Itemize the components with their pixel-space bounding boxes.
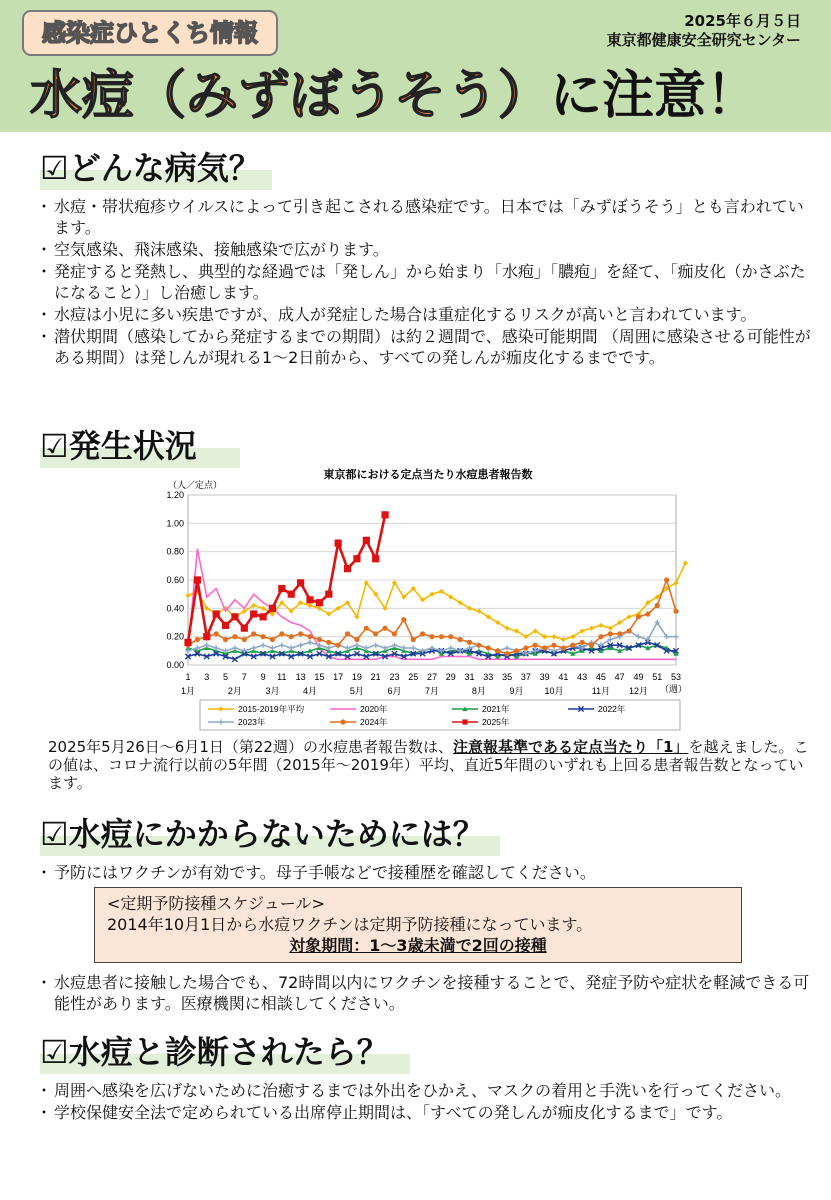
varicella-chart	[148, 462, 688, 732]
data-point	[344, 565, 351, 572]
data-point	[297, 579, 304, 586]
data-point	[373, 631, 378, 636]
x-month-label: 10月	[544, 686, 564, 696]
data-point	[523, 645, 528, 650]
main-title	[30, 64, 758, 128]
section-title-disease: ☑どんな病気？	[40, 146, 261, 190]
y-tick-label: 0.60	[166, 575, 184, 585]
data-point	[250, 610, 257, 617]
data-point	[354, 637, 359, 642]
data-point	[664, 577, 669, 582]
x-month-label: 2月	[227, 686, 242, 696]
x-month-label: 11月	[591, 686, 611, 696]
data-point	[589, 643, 594, 648]
data-point	[241, 625, 248, 632]
x-tick-label: 49	[633, 672, 644, 682]
x-month-label: 7月	[424, 686, 440, 696]
x-tick-label: 21	[370, 672, 381, 682]
x-tick-label: 9	[260, 672, 266, 682]
data-point	[381, 511, 388, 518]
date-block	[607, 12, 801, 50]
x-month-label: 4月	[302, 686, 318, 696]
data-point	[336, 643, 341, 648]
data-point	[214, 631, 219, 636]
data-point	[298, 631, 303, 636]
x-tick-label: 1	[185, 672, 191, 682]
x-month-label: 8月	[471, 686, 486, 696]
info-badge: 感染症ひとくち情報	[22, 10, 278, 56]
list-item: ・ 予防にはワクチンが有効です。母子手帳などで接種歴を確認してください。	[36, 862, 816, 883]
main-title-warning: に注意！	[550, 66, 759, 126]
data-point	[270, 637, 275, 642]
data-point	[542, 645, 547, 650]
data-point	[363, 537, 370, 544]
x-tick-label: 3	[204, 672, 210, 682]
x-month-label: 6月	[387, 686, 402, 696]
legend-label: 2023年	[238, 717, 266, 727]
data-point	[288, 591, 295, 598]
data-point	[289, 634, 294, 639]
chart-x-axis-label: （週）	[660, 684, 688, 694]
data-point	[232, 634, 237, 639]
data-point	[411, 637, 416, 642]
data-point	[251, 631, 256, 636]
section-title-diagnosed: ☑水痘と診断されたら？	[40, 1030, 389, 1074]
list-item: ・ 周囲へ感染を広げないために治癒するまでは外出をひかえ、マスクの着用と手洗いを行ってください。	[36, 1080, 816, 1101]
y-tick-label: 1.00	[166, 518, 184, 529]
legend-label: 2021年	[482, 704, 510, 714]
x-tick-label: 29	[445, 672, 456, 682]
x-tick-label: 41	[558, 672, 569, 682]
data-point	[420, 631, 425, 636]
prevention-bullet-2	[36, 972, 816, 1015]
data-point	[533, 643, 538, 648]
data-point	[223, 637, 228, 642]
issue-date: 2025年６月５日	[684, 12, 801, 30]
schedule-target: 対象期間：1～3歳未満で2回の接種	[289, 936, 547, 955]
x-tick-label: 11	[277, 672, 287, 682]
data-point	[476, 643, 481, 648]
x-month-label: 1月	[180, 686, 196, 696]
data-point	[317, 637, 322, 642]
data-point	[335, 540, 342, 547]
x-tick-label: 5	[223, 672, 229, 682]
y-tick-label: 0.40	[166, 603, 184, 614]
data-point	[462, 719, 467, 724]
x-tick-label: 19	[351, 672, 362, 682]
x-tick-label: 43	[577, 672, 588, 682]
y-tick-label: 1.20	[166, 490, 184, 500]
legend-label: 2025年	[482, 717, 510, 727]
data-point	[340, 719, 345, 724]
data-point	[467, 640, 472, 645]
list-item: ・ 学校保健安全法で定められている出席停止期間は、「すべての発しんが痂皮化するまで」です。	[36, 1102, 816, 1123]
organization-name: 東京都健康安全研究センター	[606, 31, 801, 49]
data-point	[372, 555, 379, 562]
data-point	[561, 645, 566, 650]
x-month-label: 5月	[349, 686, 364, 696]
x-tick-label: 51	[652, 672, 663, 682]
main-title-disease: 水痘（みずぼうそう）	[30, 66, 551, 126]
list-item: ・ 水痘・帯状疱疹ウイルスによって引き起こされる感染症です。日本では「みずぼうそう」とも言われています。	[36, 196, 816, 238]
list-item: ・ 潜伏期間（感染してから発症するまでの期間）は約２週間で、感染可能期間 （周囲に感染させる可能性がある期間）は発しんが現れる1～2日前から、すべての発しんが痂皮化するまでです。	[36, 326, 816, 368]
data-point	[495, 648, 500, 653]
list-item: ・ 水痘患者に接触した場合でも、72時間以内にワクチンを接種することで、発症予防や症状を軽減できる可能性があります。医療機関に相談してください。	[36, 972, 816, 1014]
data-point	[504, 651, 509, 656]
chart-svg	[148, 462, 688, 732]
data-point	[617, 631, 622, 636]
data-point	[242, 637, 247, 642]
data-point	[683, 560, 688, 565]
x-tick-label: 39	[539, 672, 550, 682]
x-tick-label: 23	[389, 672, 400, 682]
data-point	[486, 645, 491, 650]
data-point	[222, 622, 229, 629]
disease-bullet-list	[36, 196, 816, 369]
x-tick-label: 13	[295, 672, 306, 682]
data-point	[598, 634, 603, 639]
chart-grid	[188, 495, 676, 665]
page-header	[0, 0, 831, 132]
data-point	[364, 626, 369, 631]
data-point	[306, 596, 313, 603]
legend-label: 2022年	[598, 704, 626, 714]
y-tick-label: 0.00	[166, 660, 184, 670]
x-tick-label: 27	[426, 672, 438, 682]
x-tick-label: 15	[314, 672, 325, 682]
x-tick-label: 45	[595, 672, 606, 682]
chart-legend	[200, 700, 680, 730]
data-point	[439, 634, 444, 639]
data-point	[570, 643, 575, 648]
data-point	[636, 614, 641, 619]
situation-description	[48, 738, 818, 792]
data-point	[260, 634, 265, 639]
data-point	[325, 591, 332, 598]
x-tick-label: 47	[614, 672, 625, 682]
desc-text-emphasis: 注意報基準である定点当たり「1」	[452, 738, 689, 756]
legend-label: 2020年	[360, 704, 388, 714]
chart-title: 東京都における定点当たり水痘患者報告数	[323, 469, 533, 481]
data-point	[580, 640, 585, 645]
x-tick-label: 35	[502, 672, 513, 682]
legend-label: 2015-2019年平均	[238, 704, 305, 714]
data-point	[316, 599, 323, 606]
data-point	[231, 613, 238, 620]
desc-text-pre: 2025年5月26日～6月1日（第22週）の水痘患者報告数は、	[48, 738, 453, 756]
data-point	[382, 626, 387, 631]
data-point	[278, 585, 285, 592]
vaccination-schedule-box	[94, 887, 742, 963]
data-point	[626, 628, 631, 633]
x-month-label: 3月	[265, 686, 280, 696]
legend-label: 2024年	[360, 717, 388, 727]
y-tick-label: 0.20	[166, 631, 184, 642]
data-point	[673, 609, 678, 614]
x-month-label: 9月	[509, 686, 524, 696]
data-point	[269, 605, 276, 612]
section-title-situation: ☑発生状況	[40, 424, 197, 468]
data-point	[259, 613, 266, 620]
prevention-bullet-1	[36, 862, 816, 884]
x-tick-label: 33	[483, 672, 494, 682]
list-item: ・ 水痘は小児に多い疾患ですが、成人が発症した場合は重症化するリスクが高いと言われています。	[36, 304, 816, 325]
y-tick-label: 0.80	[166, 546, 184, 557]
x-tick-label: 31	[464, 672, 475, 682]
data-point	[655, 603, 660, 608]
desc-text-post: を越えました。この値は、コロナ流行以前の5年間（2015年～2019年）平均、直近5年間のいずれも上回る患者報告数となっています。	[48, 738, 809, 792]
x-tick-label: 17	[333, 672, 344, 682]
data-point	[551, 643, 556, 648]
x-tick-label: 25	[408, 672, 419, 682]
chart-y-axis-label: （人／定点）	[168, 480, 223, 490]
data-point	[448, 634, 453, 639]
data-point	[279, 631, 284, 636]
data-point	[458, 637, 463, 642]
data-point	[645, 611, 650, 616]
data-point	[401, 617, 406, 622]
data-point	[184, 639, 191, 646]
x-month-label: 12月	[628, 686, 648, 696]
data-point	[326, 640, 331, 645]
schedule-title: <定期予防接種スケジュール>	[107, 894, 325, 913]
data-point	[608, 631, 613, 636]
schedule-line: 2014年10月1日から水痘ワクチンは定期予防接種になっています。	[107, 915, 593, 934]
data-point	[345, 631, 350, 636]
x-tick-label: 7	[241, 672, 247, 682]
list-item: ・ 発症すると発熱し、典型的な経過では「発しん」から始まり「水疱」「膿疱」を経て、「痂皮化（かさぶたになること）」し治癒します。	[36, 261, 816, 303]
data-point	[429, 634, 434, 639]
data-point	[392, 631, 397, 636]
data-point	[194, 576, 201, 583]
section-title-prevention: ☑水痘にかからないためには？	[40, 812, 485, 856]
data-point	[203, 633, 210, 640]
data-point	[514, 648, 519, 653]
data-point	[213, 610, 220, 617]
data-point	[353, 555, 360, 562]
x-tick-label: 53	[670, 672, 682, 682]
diagnosed-bullet-list	[36, 1080, 816, 1124]
list-item: ・ 空気感染、飛沫感染、接触感染で広がります。	[36, 239, 816, 260]
data-point	[307, 634, 312, 639]
x-tick-label: 37	[520, 672, 531, 682]
data-point	[195, 637, 200, 642]
